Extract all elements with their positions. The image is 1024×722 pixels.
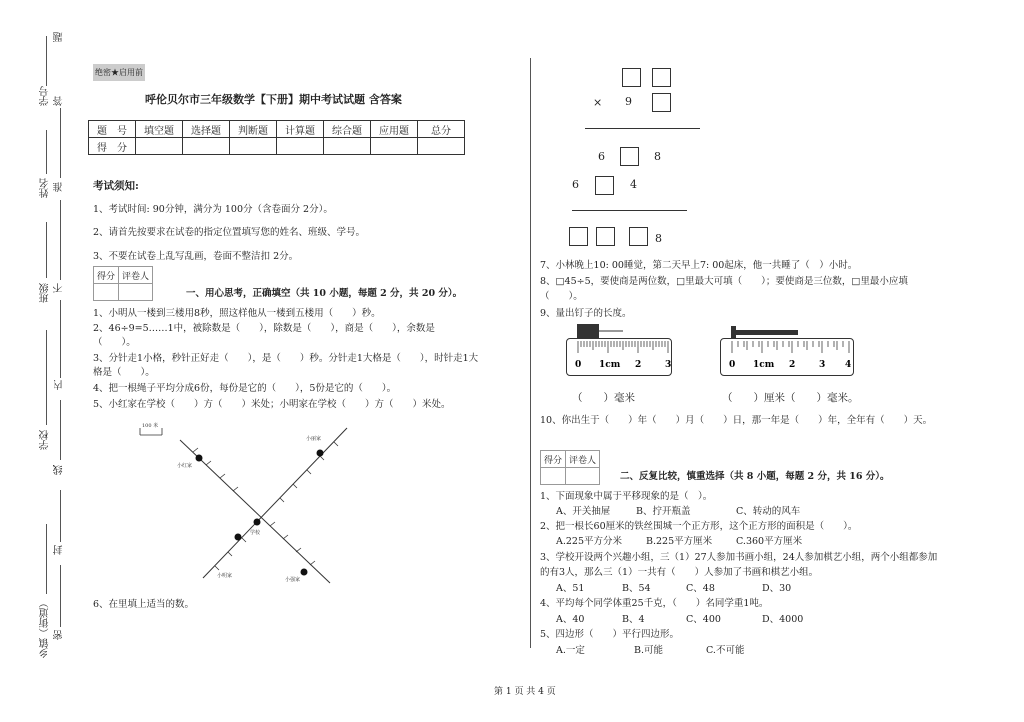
option[interactable]: A.一定 [556, 645, 585, 656]
digit-box[interactable] [652, 93, 671, 112]
score-cell[interactable] [136, 138, 183, 155]
score-header: 题 号 [89, 121, 136, 138]
page-footer: 第 1 页 共 4 页 [494, 687, 556, 697]
margin-label: 封 [54, 545, 65, 555]
score-header: 填空题 [136, 121, 183, 138]
score-header: 选择题 [183, 121, 230, 138]
margin-label: 准 [54, 182, 65, 192]
question: 的有3人，那么三（1）一共有（ ）人参加了书画和棋艺小组。 [540, 567, 819, 578]
margin-label: 班级 [40, 283, 51, 303]
question: 3、分针走1小格，秒针正好走（ ），是（ ）秒。分针走1大格是（ ），时针走1大 [93, 353, 479, 364]
ruler-tick-label: 0 [575, 360, 582, 370]
question: 格是（ ）。 [93, 367, 155, 378]
question: 5、四边形（ ）平行四边形。 [540, 629, 680, 640]
map-label: 小红家 [177, 463, 193, 469]
score-cell[interactable] [324, 138, 371, 155]
option[interactable]: B、4 [622, 614, 645, 625]
option[interactable]: B.可能 [634, 645, 664, 656]
score-header: 总分 [418, 121, 465, 138]
option[interactable]: A、51 [556, 583, 585, 594]
digit-box[interactable] [569, 227, 588, 246]
map-label: 小明家 [217, 573, 233, 579]
digit: 6 [572, 178, 579, 191]
margin-label: 密 [54, 630, 65, 640]
score-cell[interactable] [183, 138, 230, 155]
score-table [88, 120, 465, 155]
score-row-label: 得 分 [89, 138, 136, 155]
ruler-tick-label: 1cm [599, 360, 621, 370]
question: 10、你出生于（ ）年（ ）月（ ）日，那一年是（ ）年，全年有（ ）天。 [540, 415, 933, 426]
margin-label: 线 [54, 465, 65, 475]
ruler-tick-label: 2 [635, 360, 642, 370]
map-label: 学校 [250, 530, 261, 536]
section2-heading: 二、反复比较，慎重选择（共 8 小题，每题 2 分，共 16 分）。 [620, 471, 890, 482]
point-xiaoqiang [301, 569, 308, 576]
ruler-tick-label: 1cm [753, 360, 775, 370]
question: 1、小明从一楼到三楼用8秒，照这样他从一楼到五楼用（ ）秒。 [93, 308, 381, 319]
ruler-tick-label: 4 [845, 360, 852, 370]
option[interactable]: A、开关抽屉 [556, 506, 611, 517]
question: 8、□45÷5，要使商是两位数，□里最大可填（ ）；要使商是三位数，□里最小应填 [540, 276, 908, 287]
notice-heading: 考试须知: [93, 180, 139, 192]
margin-label: 乡镇（街道） [40, 598, 51, 658]
option[interactable]: A.225平方分米 [556, 536, 623, 547]
margin-label: 内 [54, 380, 65, 390]
question: 2、46÷9=5……1中，被除数是（ ），除数是（ ），商是（ ），余数是 [93, 323, 435, 334]
question: 1、下面现象中属于平移现象的是（ ）。 [540, 491, 713, 502]
option[interactable]: C、48 [686, 583, 715, 594]
score-cell[interactable] [277, 138, 324, 155]
option[interactable]: C.不可能 [706, 645, 745, 656]
question: （ ）。 [93, 337, 136, 348]
digit-box[interactable] [620, 147, 639, 166]
option[interactable]: D、4000 [762, 614, 804, 625]
grader-reviewer-cell[interactable] [566, 468, 600, 485]
column-divider [530, 58, 531, 648]
ruler-answer: （ ）厘米（ ）毫米。 [722, 392, 859, 404]
option[interactable]: B.225平方厘米 [646, 536, 713, 547]
question: 3、学校开设两个兴趣小组，三（1）27人参加书画小组，24人参加棋艺小组，两个小组都参加 [540, 552, 938, 563]
notice-item: 1、考试时间: 90分钟，满分为 100分（含卷面分 2分）。 [93, 204, 333, 215]
margin-label: 答 [54, 96, 65, 106]
question: 6、在里填上适当的数。 [93, 599, 195, 610]
margin-label: 姓名 [40, 178, 51, 198]
axis-ticks [193, 442, 338, 570]
nail-1 [576, 320, 626, 340]
times-sign: × [593, 96, 603, 109]
margin-label: 学校 [40, 430, 51, 450]
digit: 8 [655, 232, 662, 245]
option[interactable]: C.360平方厘米 [736, 536, 803, 547]
question: 2、把一根长60厘米的铁丝围城一个正方形，这个正方形的面积是（ ）。 [540, 521, 858, 532]
point-xiaoli [317, 450, 324, 457]
score-cell[interactable] [418, 138, 465, 155]
margin-label: 学号 [40, 86, 51, 106]
ruler-tick-label: 0 [729, 360, 736, 370]
question: 5、小红家在学校（ ）方（ ）米处；小明家在学校（ ）方（ ）米处。 [93, 399, 451, 410]
secret-mark: 绝密★启用前 [93, 64, 145, 81]
grader-score-cell[interactable] [94, 284, 119, 301]
question: 4、平均每个同学体重25千克，（ ）名同学重1吨。 [540, 598, 769, 609]
ruler-1 [566, 338, 672, 376]
grader-score-label: 得分 [541, 451, 566, 468]
direction-map [130, 418, 360, 590]
question: （ ）。 [540, 291, 583, 302]
map-label: 小丽家 [306, 436, 322, 442]
margin-label: 不 [54, 283, 65, 293]
option[interactable]: B、拧开瓶盖 [636, 506, 691, 517]
digit-box[interactable] [596, 227, 615, 246]
ruler-2 [720, 338, 854, 376]
question: 4、把一根绳子平均分成6份，每份是它的（ ），5份是它的（ ）。 [93, 383, 397, 394]
question: 7、小林晚上10: 00睡觉，第二天早上7: 00起床，他一共睡了（ ）小时。 [540, 260, 858, 271]
ruler-tick-label: 2 [789, 360, 796, 370]
map-scale: 100 米 [142, 423, 159, 429]
notice-item: 3、不要在试卷上乱写乱画，卷面不整洁扣 2分。 [93, 251, 299, 262]
ruler-answer: （ ）毫米 [572, 392, 635, 404]
score-header: 计算题 [277, 121, 324, 138]
grader-reviewer-label: 评卷人 [566, 451, 600, 468]
grader-box [93, 266, 153, 301]
digit: 4 [630, 178, 637, 191]
ruler-tick-label: 3 [819, 360, 826, 370]
digit: 8 [654, 150, 661, 163]
section1-heading: 一、用心思考，正确填空（共 10 小题，每题 2 分，共 20 分）。 [186, 288, 463, 299]
grader-box [540, 450, 600, 485]
grader-score-label: 得分 [94, 267, 119, 284]
option[interactable]: C、400 [686, 614, 721, 625]
point-school [254, 519, 261, 526]
digit-box[interactable] [652, 68, 671, 87]
grader-reviewer-cell[interactable] [119, 284, 153, 301]
ruler-tick-label: 3 [665, 360, 671, 370]
digit: 9 [625, 95, 632, 108]
point-xiaoming [235, 534, 242, 541]
digit-box[interactable] [629, 227, 648, 246]
option[interactable]: D、30 [762, 583, 792, 594]
option[interactable]: B、54 [622, 583, 651, 594]
notice-item: 2、请首先按要求在试卷的指定位置填写您的姓名、班级、学号。 [93, 227, 366, 238]
margin-label: 题 [54, 32, 65, 42]
score-header: 应用题 [371, 121, 418, 138]
digit-box[interactable] [595, 176, 614, 195]
grader-reviewer-label: 评卷人 [119, 267, 153, 284]
grader-score-cell[interactable] [541, 468, 566, 485]
score-cell[interactable] [230, 138, 277, 155]
question: 9、量出钉子的长度。 [540, 308, 632, 319]
option[interactable]: C、转动的风车 [736, 506, 801, 517]
score-header: 判断题 [230, 121, 277, 138]
digit: 6 [598, 150, 605, 163]
nail-2 [730, 322, 802, 340]
option[interactable]: A、40 [556, 614, 585, 625]
page-title: 呼伦贝尔市三年级数学【下册】期中考试试题 含答案 [145, 93, 402, 106]
score-cell[interactable] [371, 138, 418, 155]
score-header: 综合题 [324, 121, 371, 138]
digit-box[interactable] [622, 68, 641, 87]
point-xiaohong [196, 455, 203, 462]
map-label: 小强家 [285, 577, 301, 583]
